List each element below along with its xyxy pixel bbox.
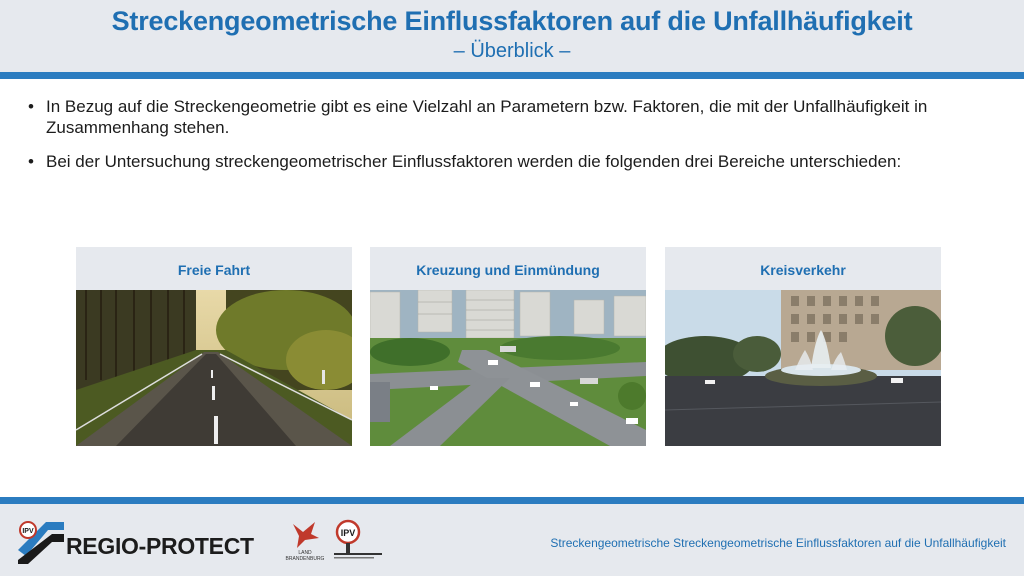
regio-protect-logo (18, 520, 268, 564)
slide-footer (0, 504, 1024, 576)
svg-text:LAND: LAND (298, 550, 312, 556)
roundabout-fountain-photo (665, 290, 941, 446)
ipv-institute-logo (332, 518, 384, 562)
card-kreuzung (370, 247, 646, 446)
slide-header (0, 0, 1024, 72)
svg-text:IPV: IPV (22, 528, 34, 535)
brand-name: REGIO-PROTECT (66, 533, 254, 559)
footer-caption: Streckengeometrische Streckengeometrische Einflussfaktoren auf die Unfallhäufigkeit (550, 536, 1006, 550)
slide-title: Streckengeometrische Einflussfaktoren auf die Unfallhäufigkeit (111, 6, 913, 36)
card-freie-fahrt (76, 247, 352, 446)
intersection-aerial-photo (370, 290, 646, 446)
card-kreisverkehr (665, 247, 941, 446)
regio-protect-emblem-icon (18, 520, 64, 564)
bullet-item: • Bei der Untersuchung streckengeometrischer Einflussfaktoren werden die folgenden drei Bereiche unterschieden: (28, 151, 928, 172)
bullet-list (28, 96, 928, 185)
card-label: Freie Fahrt (76, 247, 352, 290)
footer-accent-bar (0, 497, 1024, 504)
forest-road-photo (76, 290, 352, 446)
land-brandenburg-logo (285, 518, 325, 562)
bullet-item: • In Bezug auf die Streckengeometrie gibt es eine Vielzahl an Parametern bzw. Faktoren, die mit der Unfallhäufigkeit in Zusammenhang stehen. (28, 96, 928, 138)
card-label: Kreuzung und Einmündung (370, 247, 646, 290)
card-label: Kreisverkehr (665, 247, 941, 290)
svg-text:BRANDENBURG: BRANDENBURG (285, 556, 325, 562)
slide-subtitle: – Überblick – (453, 40, 571, 62)
svg-text:IPV: IPV (340, 528, 356, 538)
header-accent-bar (0, 72, 1024, 79)
